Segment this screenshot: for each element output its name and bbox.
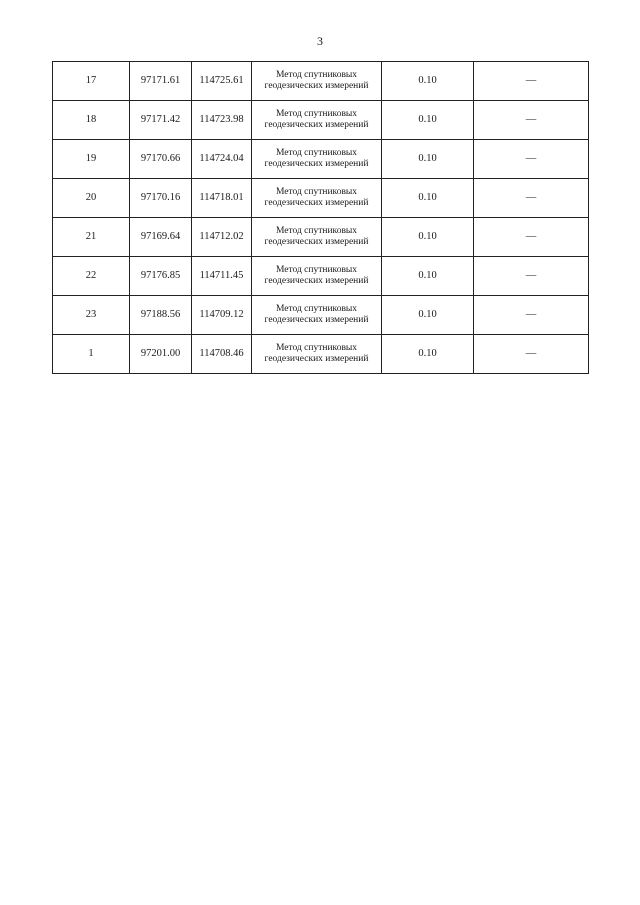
x-coordinate-cell: 97171.42 <box>130 101 192 140</box>
table-row <box>53 179 589 218</box>
x-coordinate-cell: 97169.64 <box>130 218 192 257</box>
accuracy-cell: 0.10 <box>382 257 474 296</box>
method-line-1: Метод спутниковых <box>275 343 358 353</box>
x-coordinate-cell: 97176.85 <box>130 257 192 296</box>
point-number-cell: 21 <box>53 218 130 257</box>
note-cell: — <box>474 62 589 101</box>
method-line-2: геодезических измерений <box>264 354 369 364</box>
x-coordinate-cell: 97188.56 <box>130 296 192 335</box>
table-row <box>53 335 589 374</box>
method-line-2: геодезических измерений <box>264 315 369 325</box>
point-number-cell: 18 <box>53 101 130 140</box>
y-coordinate-cell: 114723.98 <box>192 101 252 140</box>
note-cell: — <box>474 218 589 257</box>
y-coordinate-cell: 114712.02 <box>192 218 252 257</box>
method-line-2: геодезических измерений <box>264 237 369 247</box>
method-line-1: Метод спутниковых <box>275 187 358 197</box>
method-cell <box>252 101 382 140</box>
x-coordinate-cell: 97170.66 <box>130 140 192 179</box>
y-coordinate-cell: 114724.04 <box>192 140 252 179</box>
method-cell <box>252 257 382 296</box>
y-coordinate-cell: 114725.61 <box>192 62 252 101</box>
accuracy-cell: 0.10 <box>382 140 474 179</box>
table-row <box>53 101 589 140</box>
method-line-1: Метод спутниковых <box>275 226 358 236</box>
method-line-2: геодезических измерений <box>264 276 369 286</box>
point-number-cell: 23 <box>53 296 130 335</box>
method-line-1: Метод спутниковых <box>275 304 358 314</box>
accuracy-cell: 0.10 <box>382 179 474 218</box>
note-cell: — <box>474 101 589 140</box>
method-cell <box>252 335 382 374</box>
accuracy-cell: 0.10 <box>382 62 474 101</box>
table-row <box>53 218 589 257</box>
table-row <box>53 296 589 335</box>
accuracy-cell: 0.10 <box>382 218 474 257</box>
point-number-cell: 20 <box>53 179 130 218</box>
method-line-2: геодезических измерений <box>264 198 369 208</box>
table-row <box>53 257 589 296</box>
method-line-1: Метод спутниковых <box>275 109 358 119</box>
method-cell <box>252 296 382 335</box>
x-coordinate-cell: 97171.61 <box>130 62 192 101</box>
method-cell <box>252 140 382 179</box>
method-line-1: Метод спутниковых <box>275 70 358 80</box>
note-cell: — <box>474 335 589 374</box>
method-line-1: Метод спутниковых <box>275 148 358 158</box>
method-line-2: геодезических измерений <box>264 120 369 130</box>
coordinates-table <box>52 61 589 374</box>
note-cell: — <box>474 140 589 179</box>
x-coordinate-cell: 97201.00 <box>130 335 192 374</box>
note-cell: — <box>474 257 589 296</box>
note-cell: — <box>474 179 589 218</box>
accuracy-cell: 0.10 <box>382 335 474 374</box>
method-cell <box>252 218 382 257</box>
table-row <box>53 62 589 101</box>
method-line-1: Метод спутниковых <box>275 265 358 275</box>
y-coordinate-cell: 114709.12 <box>192 296 252 335</box>
x-coordinate-cell: 97170.16 <box>130 179 192 218</box>
point-number-cell: 22 <box>53 257 130 296</box>
accuracy-cell: 0.10 <box>382 101 474 140</box>
method-cell <box>252 179 382 218</box>
y-coordinate-cell: 114711.45 <box>192 257 252 296</box>
table-row <box>53 140 589 179</box>
page-number: 3 <box>317 34 323 48</box>
point-number-cell: 1 <box>53 335 130 374</box>
method-line-2: геодезических измерений <box>264 159 369 169</box>
method-line-2: геодезических измерений <box>264 81 369 91</box>
point-number-cell: 19 <box>53 140 130 179</box>
note-cell: — <box>474 296 589 335</box>
y-coordinate-cell: 114718.01 <box>192 179 252 218</box>
point-number-cell: 17 <box>53 62 130 101</box>
accuracy-cell: 0.10 <box>382 296 474 335</box>
method-cell <box>252 62 382 101</box>
y-coordinate-cell: 114708.46 <box>192 335 252 374</box>
